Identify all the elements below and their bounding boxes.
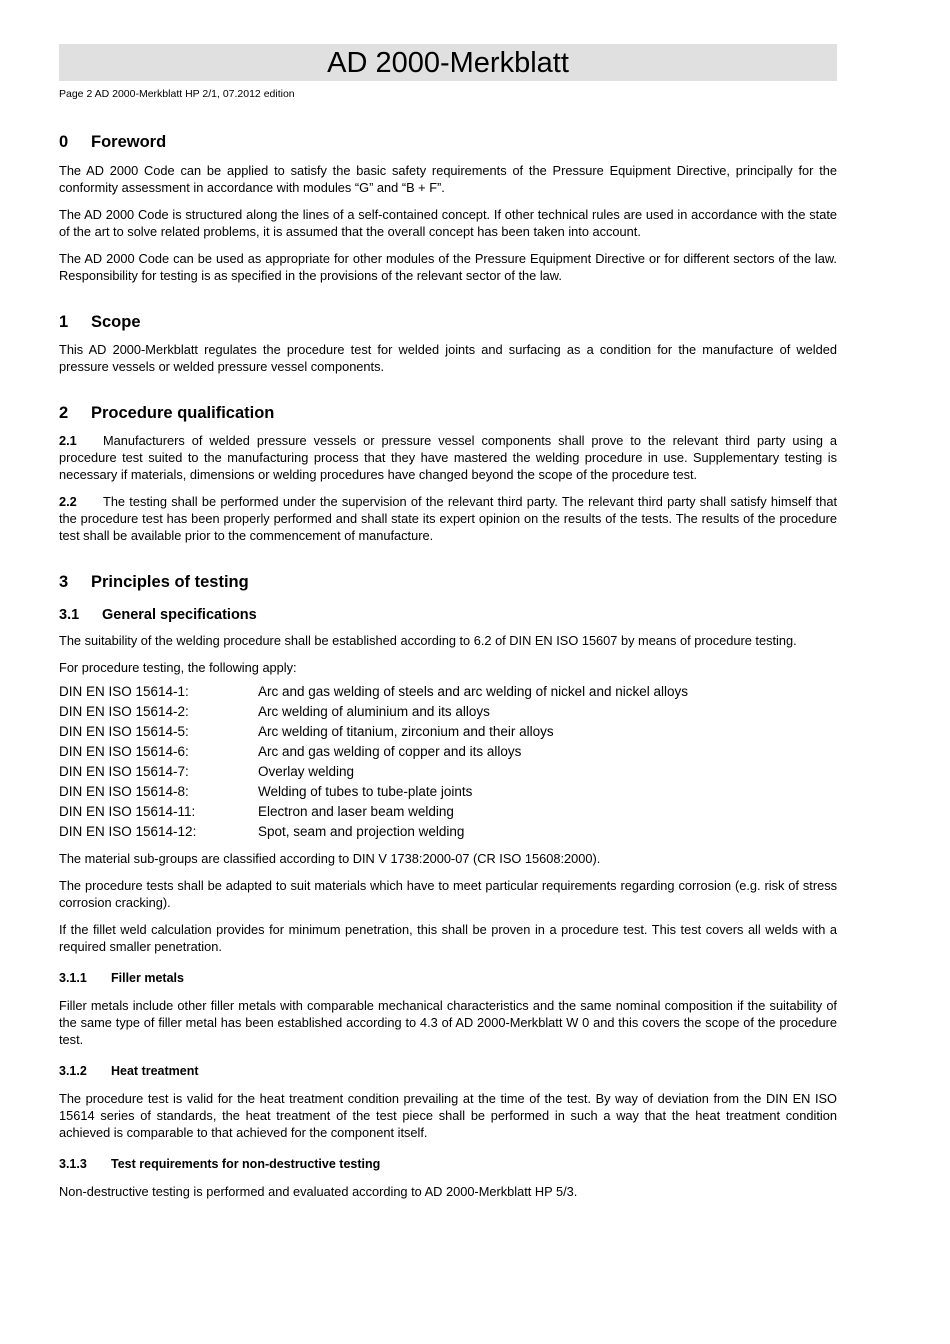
standard-code: DIN EN ISO 15614-12: [59,823,197,839]
standard-description: Arc and gas welding of steels and arc welding of nickel and nickel alloys [258,684,688,700]
standard-description: Arc and gas welding of copper and its alloys [258,744,522,760]
section-heading-foreword [59,133,837,152]
clause-text: Manufacturers of welded pressure vessels or pressure vessel components shall prove to the relevant third party using a procedure test suited to the manufacturing process that they have mastered the welding procedure in use. Supplementary testing is necessary if materials, dimensions or welding procedures have changed beyond the scope of the procedure test. [59,433,837,482]
subsubsection-number: 3.1.2 [59,1064,87,1079]
paragraph: If the fillet weld calculation provides for minimum penetration, this shall be proven in a procedure test. This test covers all welds with a required smaller penetration. [59,922,837,955]
standard-code: DIN EN ISO 15614-8: [59,783,189,799]
standard-code: DIN EN ISO 15614-11: [59,803,196,819]
paragraph: The procedure test is valid for the heat treatment condition prevailing at the time of the test. By way of deviation from the DIN EN ISO 15614 series of standards, the heat treatment of the test piece shall be performed in such a way that the heat treatment condition achieved is comparable to that achieved for the component itself. [59,1091,837,1141]
standard-description: Overlay welding [258,764,355,779]
table-row [59,742,688,762]
paragraph: Non-destructive testing is performed and evaluated according to AD 2000-Merkblatt HP 5/3. [59,1184,578,1200]
standard-code: DIN EN ISO 15614-6: [59,744,189,760]
clause-2-2 [59,493,837,544]
table-row [59,682,688,702]
standard-description: Welding of tubes to tube-plate joints [258,783,473,799]
section-heading-principles-of-testing [59,573,837,592]
table-row [59,702,688,722]
table-row [59,762,688,782]
table-row [59,781,688,801]
subsubsection-title: Filler metals [111,971,184,986]
section-heading-procedure-qualification [59,404,837,423]
clause-2-1 [59,432,837,483]
paragraph: The AD 2000 Code is structured along the lines of a self-contained concept. If other technical rules are used in accordance with the state of the art to solve related problems, it is assumed that the overall concept has been taken into account. [59,207,837,239]
paragraph: This AD 2000-Merkblatt regulates the procedure test for welded joints and surfacing as a condition for the manufacture of welded pressure vessels or welded pressure vessel components. [59,342,837,374]
subsection-heading-general-specifications [59,607,837,623]
subsubsection-number: 3.1.3 [59,1157,87,1172]
document-header: AD 2000-Merkblatt [59,44,837,81]
clause-number: 2.2 [59,494,77,509]
section-title: Procedure qualification [91,404,275,422]
paragraph: The procedure tests shall be adapted to suit materials which have to meet particular requirements regarding corrosion (e.g. risk of stress corrosion cracking). [59,878,837,911]
section-number: 3 [59,573,69,591]
document-page [59,44,837,1200]
standard-code: DIN EN ISO 15614-5: [59,724,189,740]
paragraph: The AD 2000 Code can be applied to satisfy the basic safety requirements of the Pressure Equipment Directive, principally for the conformity assessment in accordance with modules “G” and “B + F”. [59,163,837,195]
section-title: Scope [91,313,141,331]
section-heading-scope [59,313,837,332]
standard-description: Spot, seam and projection welding [258,823,465,839]
table-row [59,821,688,841]
paragraph: The AD 2000 Code can be used as appropriate for other modules of the Pressure Equipment Directive or for different sectors of the law. Responsibility for testing is as specified in the provisions of the relevant sector of the law. [59,251,837,283]
paragraph: Filler metals include other filler metals with comparable mechanical characteristics and the same nominal composition if the suitability of the same type of filler metal has been established according to 4.3 of AD 2000-Merkblatt W 0 and this covers the scope of the procedure test. [59,998,837,1048]
subsection-number: 3.1 [59,607,80,623]
subsubsection-title: Heat treatment [111,1064,199,1079]
paragraph: The suitability of the welding procedure shall be established according to 6.2 of DIN EN ISO 15607 by means of procedure testing. [59,633,797,648]
subsubsection-title: Test requirements for non-destructive testing [111,1157,381,1172]
standard-code: DIN EN ISO 15614-7: [59,764,189,779]
standard-description: Arc welding of aluminium and its alloys [258,704,490,720]
standard-description: Arc welding of titanium, zirconium and their alloys [258,724,554,740]
section-number: 1 [59,313,69,331]
table-row [59,801,688,821]
page-edition-line: Page 2 AD 2000-Merkblatt HP 2/1, 07.2012 edition [59,88,295,100]
subsection-title: General specifications [102,607,257,623]
table-row [59,722,688,742]
paragraph: For procedure testing, the following apply: [59,660,297,675]
standard-code: DIN EN ISO 15614-2: [59,704,189,720]
section-number: 0 [59,133,69,151]
clause-number: 2.1 [59,433,77,448]
paragraph: The material sub-groups are classified according to DIN V 1738:2000-07 (CR ISO 15608:2000). [59,851,601,867]
subsubsection-number: 3.1.1 [59,971,87,986]
standards-table [59,682,688,841]
section-title: Foreword [91,133,167,151]
standard-description: Electron and laser beam welding [258,803,454,819]
clause-text: The testing shall be performed under the supervision of the relevant third party. The relevant third party shall satisfy himself that the procedure test has been properly performed and shall state its expert opinion on the results of the tests. The results of the procedure test shall be available prior to the commencement of manufacture. [59,494,837,543]
section-number: 2 [59,404,69,422]
standard-code: DIN EN ISO 15614-1: [59,684,189,700]
section-title: Principles of testing [91,573,249,591]
subsubsection-heading-heat-treatment [59,1064,837,1078]
subsubsection-heading-filler-metals [59,971,837,985]
subsubsection-heading-ndt-requirements [59,1157,837,1171]
